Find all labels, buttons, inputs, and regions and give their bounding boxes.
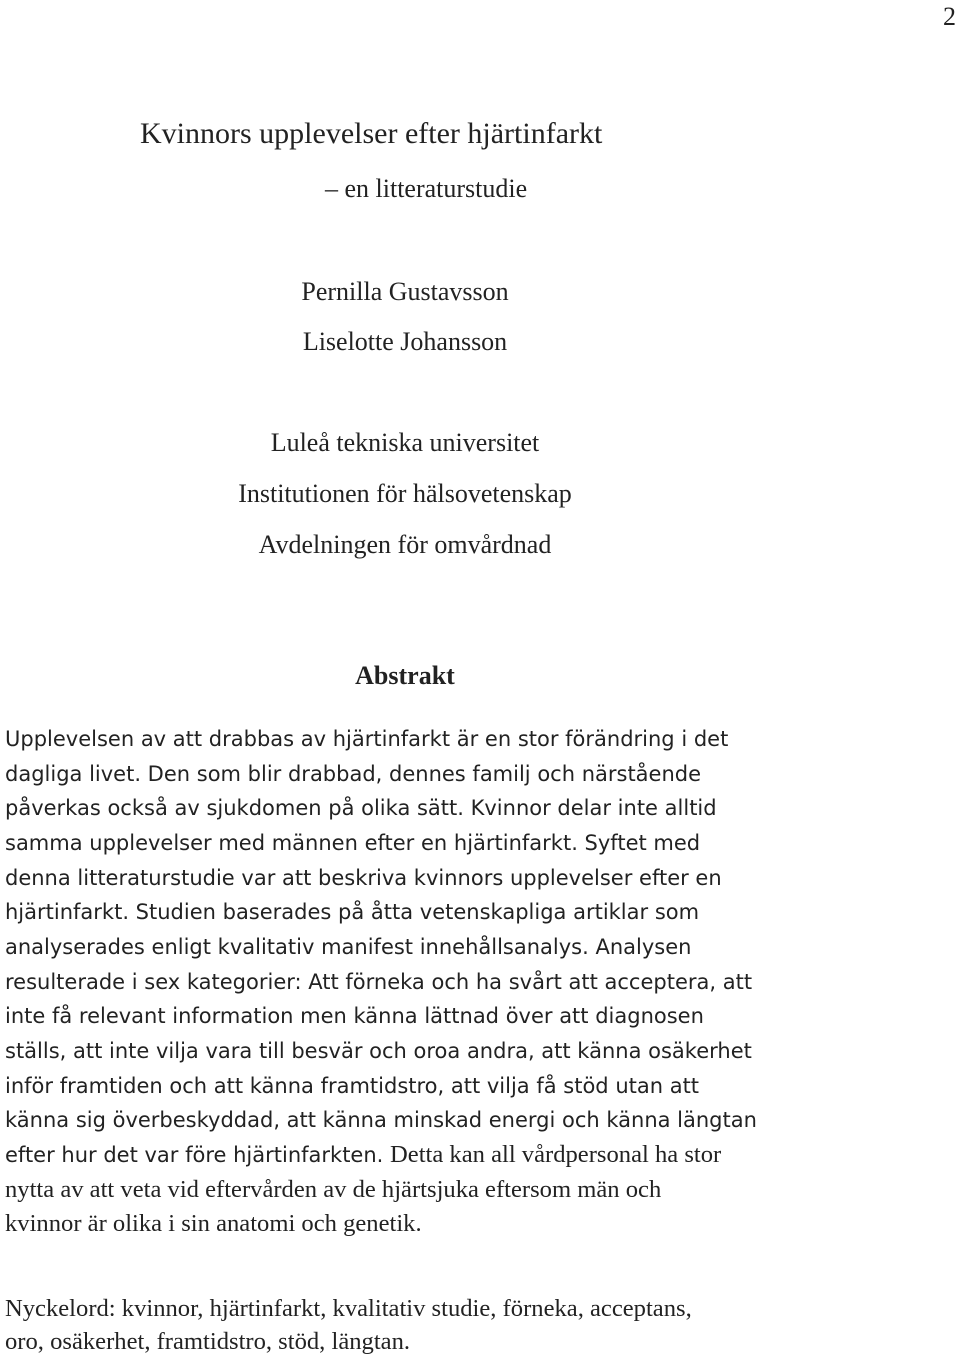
abstract-line: Upplevelsen av att drabbas av hjärtinfarkt är en stor förändring i det xyxy=(5,727,729,751)
abstract-line: inte få relevant information men känna lättnad över att diagnosen xyxy=(5,1004,704,1029)
document-subtitle: – en litteraturstudie xyxy=(325,174,528,203)
keywords-line: oro, osäkerhet, framtidstro, stöd, längtan. xyxy=(5,1328,411,1355)
abstract-line: hjärtinfarkt. Studien baserades på åtta vetenskapliga artiklar som xyxy=(5,900,700,925)
department-name: Institutionen för hälsovetenskap xyxy=(238,479,572,508)
abstract-line: inför framtiden och att känna framtidstro, att vilja få stöd utan att xyxy=(5,1073,700,1098)
abstract-heading: Abstrakt xyxy=(355,661,455,690)
keywords-line: Nyckelord: kvinnor, hjärtinfarkt, kvalitativ studie, förneka, acceptans, xyxy=(5,1295,692,1322)
abstract-body xyxy=(5,722,835,1242)
abstract-line: analyserades enligt kvalitativ manifest innehållsanalys. Analysen xyxy=(5,934,692,959)
university-name: Luleå tekniska universitet xyxy=(270,428,540,457)
abstract-line: efter hur det var före hjärtinfarkten. Detta kan all vårdpersonal ha stor xyxy=(5,1140,722,1168)
abstract-line: ställs, att inte vilja vara till besvär och oroa andra, att känna osäkerhet xyxy=(5,1038,752,1063)
abstract-line: kvinnor är olika i sin anatomi och genetik. xyxy=(5,1210,422,1238)
abstract-line: resulterade i sex kategorier: Att förneka och ha svårt att acceptera, att xyxy=(5,969,753,994)
division-name: Avdelningen för omvårdnad xyxy=(258,530,552,559)
abstract-line: dagliga livet. Den som blir drabbad, dennes familj och närstående xyxy=(5,761,702,786)
document-title: Kvinnors upplevelser efter hjärtinfarkt xyxy=(140,117,603,150)
author-name: Pernilla Gustavsson xyxy=(301,277,509,306)
page-number: 2 xyxy=(943,2,956,31)
abstract-line: samma upplevelser med männen efter en hjärtinfarkt. Syftet med xyxy=(5,830,701,855)
author-name: Liselotte Johansson xyxy=(302,327,508,356)
abstract-line: känna sig överbeskyddad, att känna minskad energi och känna längtan xyxy=(5,1108,757,1133)
abstract-line: denna litteraturstudie var att beskriva kvinnors upplevelser efter en xyxy=(5,865,722,890)
keywords xyxy=(5,1292,835,1358)
abstract-line: nytta av att veta vid eftervården av de hjärtsjuka eftersom män och xyxy=(5,1175,662,1203)
abstract-line: påverkas också av sjukdomen på olika sätt. Kvinnor delar inte alltid xyxy=(5,796,717,821)
